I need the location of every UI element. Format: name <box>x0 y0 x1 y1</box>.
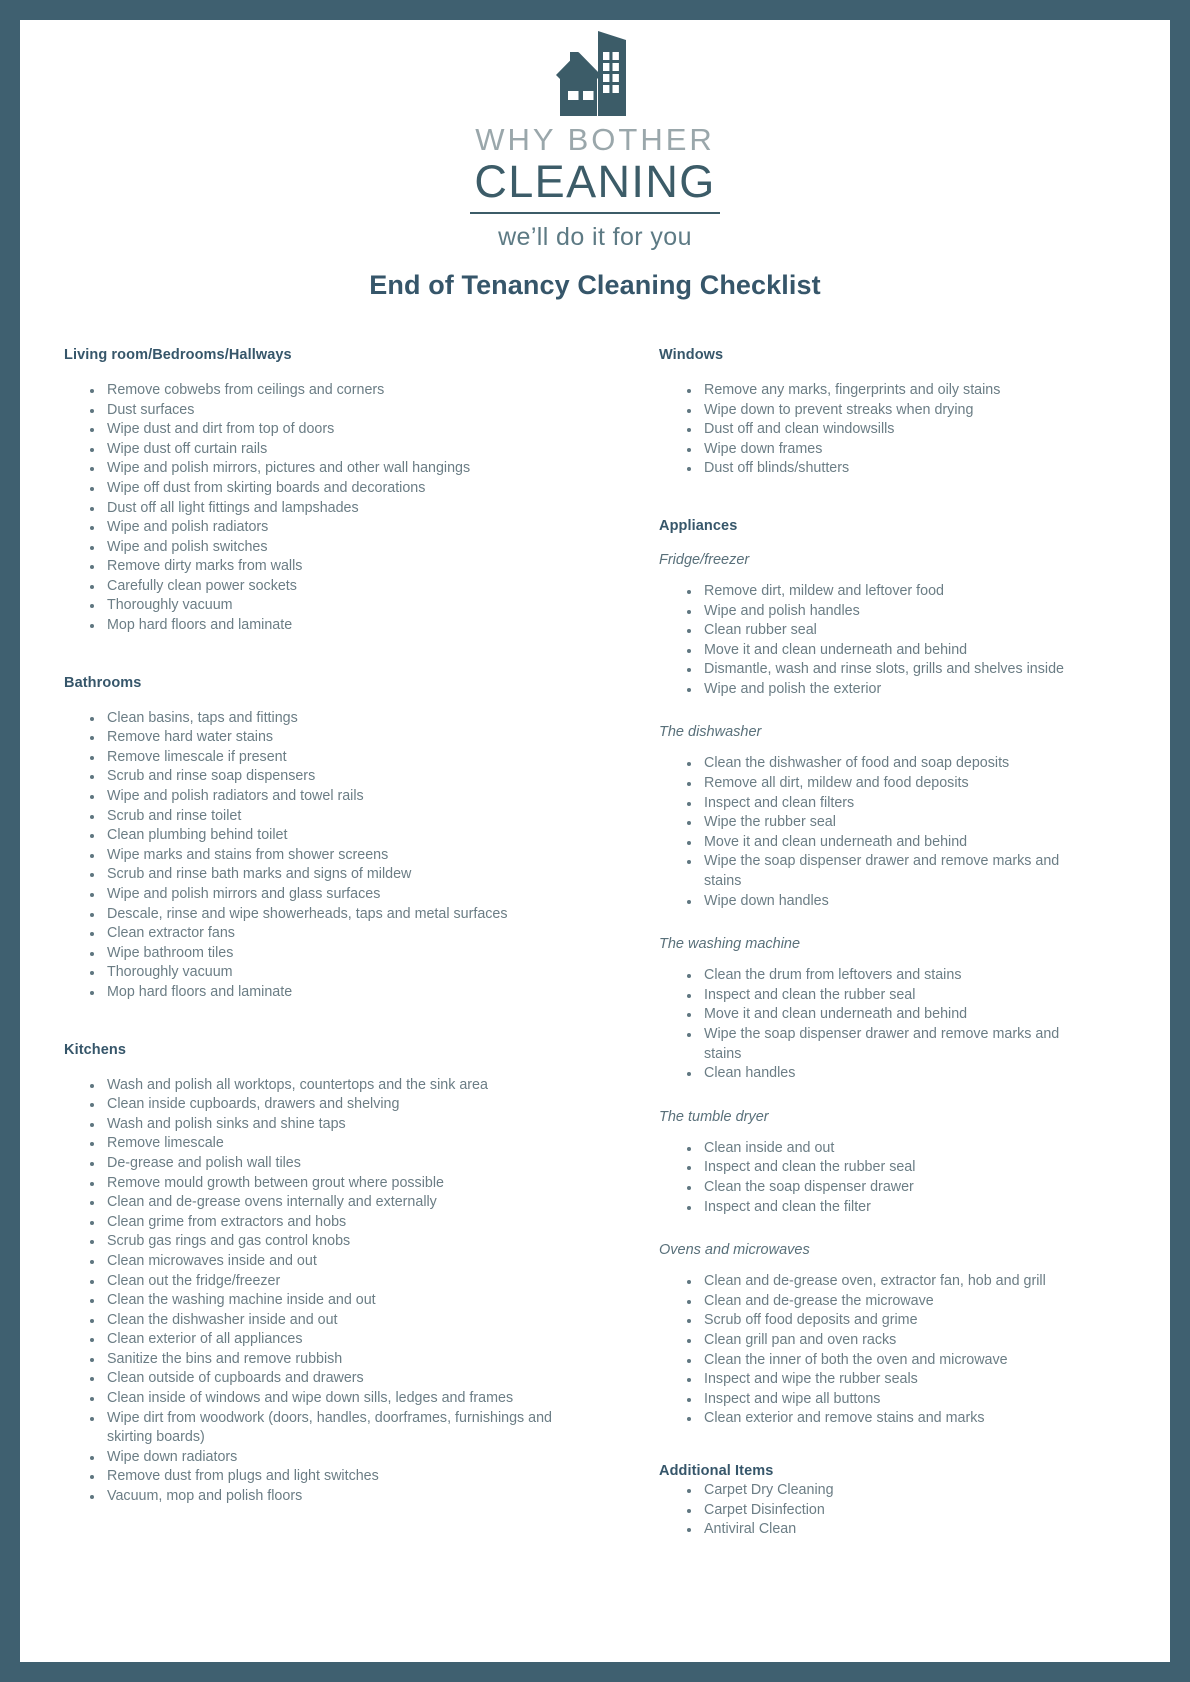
section-windows <box>659 347 1097 479</box>
list-item: Wipe and polish switches <box>86 538 569 558</box>
list-item: Remove any marks, fingerprints and oily stains <box>683 381 1097 401</box>
section-additional-items <box>659 1463 1097 1540</box>
list-item: Descale, rinse and wipe showerheads, taps and metal surfaces <box>86 905 569 925</box>
list-item: Wipe and polish radiators and towel rails <box>86 787 569 807</box>
list-item: Carpet Disinfection <box>683 1501 1097 1521</box>
list-item: Clean inside of windows and wipe down sills, ledges and frames <box>86 1389 569 1409</box>
list-item: Remove limescale if present <box>86 748 569 768</box>
list-item: Antiviral Clean <box>683 1520 1097 1540</box>
list-item: Clean grime from extractors and hobs <box>86 1213 569 1233</box>
logo-text-cleaning: CLEANING <box>470 157 719 214</box>
left-column <box>64 347 569 1507</box>
section-kitchens <box>64 1042 569 1507</box>
subsection-heading-fridge-freezer: Fridge/freezer <box>659 551 750 568</box>
list-item: Scrub and rinse soap dispensers <box>86 767 569 787</box>
list-item: Wipe down radiators <box>86 1448 569 1468</box>
list-item: Clean the inner of both the oven and microwave <box>683 1351 1097 1371</box>
checklist-columns <box>20 347 1170 1540</box>
list-item: Clean the dishwasher of food and soap deposits <box>683 754 1097 774</box>
list-item: Clean and de-grease ovens internally and externally <box>86 1193 569 1213</box>
section-appliances <box>659 518 1097 1429</box>
list-item: Dust off all light fittings and lampshades <box>86 499 569 519</box>
list-item: Wipe dirt from woodwork (doors, handles, doorframes, furnishings and skirting boards) <box>86 1409 569 1448</box>
list-item: Wipe down handles <box>683 892 1097 912</box>
checklist-fridge-freezer <box>683 582 1097 700</box>
list-item: Clean and de-grease the microwave <box>683 1292 1097 1312</box>
list-item: Wipe the soap dispenser drawer and remove marks and stains <box>683 1025 1097 1064</box>
list-item: Clean the dishwasher inside and out <box>86 1311 569 1331</box>
list-item: Dust surfaces <box>86 401 569 421</box>
list-item: Inspect and clean the rubber seal <box>683 986 1097 1006</box>
list-item: Wipe marks and stains from shower screens <box>86 846 569 866</box>
list-item: Wipe down to prevent streaks when drying <box>683 401 1097 421</box>
subsection-heading-washing-machine: The washing machine <box>659 936 801 953</box>
list-item: Clean grill pan and oven racks <box>683 1331 1097 1351</box>
subsection-heading-ovens-microwaves: Ovens and microwaves <box>659 1242 810 1259</box>
checklist-dishwasher <box>683 754 1097 911</box>
list-item: Thoroughly vacuum <box>86 596 569 616</box>
brand-logo <box>20 20 1170 252</box>
checklist-additional-items <box>683 1481 1097 1540</box>
list-item: Wipe and polish radiators <box>86 518 569 538</box>
list-item: Clean basins, taps and fittings <box>86 709 569 729</box>
list-item: Remove mould growth between grout where possible <box>86 1174 569 1194</box>
list-item: Sanitize the bins and remove rubbish <box>86 1350 569 1370</box>
list-item: Wipe down frames <box>683 440 1097 460</box>
section-living-room <box>64 347 569 636</box>
list-item: Remove dirt, mildew and leftover food <box>683 582 1097 602</box>
section-heading: Bathrooms <box>64 674 142 691</box>
list-item: Remove limescale <box>86 1134 569 1154</box>
list-item: Inspect and wipe all buttons <box>683 1390 1097 1410</box>
list-item: Clean exterior of all appliances <box>86 1330 569 1350</box>
section-heading: Kitchens <box>64 1041 127 1058</box>
list-item: Wipe off dust from skirting boards and decorations <box>86 479 569 499</box>
list-item: Clean handles <box>683 1064 1097 1084</box>
document-page <box>20 20 1170 1662</box>
checklist-ovens-microwaves <box>683 1272 1097 1429</box>
checklist-tumble-dryer <box>683 1139 1097 1217</box>
list-item: Clean the washing machine inside and out <box>86 1291 569 1311</box>
section-heading: Appliances <box>659 517 738 534</box>
list-item: Wipe and polish mirrors and glass surfaces <box>86 885 569 905</box>
list-item: Dust off and clean windowsills <box>683 420 1097 440</box>
list-item: Remove dirty marks from walls <box>86 557 569 577</box>
list-item: Move it and clean underneath and behind <box>683 1005 1097 1025</box>
list-item: Clean out the fridge/freezer <box>86 1272 569 1292</box>
list-item: Wipe and polish handles <box>683 602 1097 622</box>
list-item: De-grease and polish wall tiles <box>86 1154 569 1174</box>
list-item: Clean the drum from leftovers and stains <box>683 966 1097 986</box>
list-item: Dust off blinds/shutters <box>683 459 1097 479</box>
list-item: Wash and polish all worktops, countertops and the sink area <box>86 1076 569 1096</box>
list-item: Carefully clean power sockets <box>86 577 569 597</box>
list-item: Mop hard floors and laminate <box>86 983 569 1003</box>
section-heading: Windows <box>659 346 724 363</box>
list-item: Scrub off food deposits and grime <box>683 1311 1097 1331</box>
list-item: Clean microwaves inside and out <box>86 1252 569 1272</box>
list-item: Vacuum, mop and polish floors <box>86 1487 569 1507</box>
list-item: Inspect and clean filters <box>683 794 1097 814</box>
list-item: Inspect and clean the filter <box>683 1198 1097 1218</box>
house-and-building-icon <box>540 28 650 116</box>
list-item: Wipe and polish mirrors, pictures and other wall hangings <box>86 459 569 479</box>
list-item: Scrub and rinse bath marks and signs of mildew <box>86 865 569 885</box>
list-item: Clean the soap dispenser drawer <box>683 1178 1097 1198</box>
list-item: Clean and de-grease oven, extractor fan, hob and grill <box>683 1272 1097 1292</box>
logo-tagline: we’ll do it for you <box>498 222 692 251</box>
list-item: Clean rubber seal <box>683 621 1097 641</box>
list-item: Wipe bathroom tiles <box>86 944 569 964</box>
list-item: Remove cobwebs from ceilings and corners <box>86 381 569 401</box>
list-item: Clean inside and out <box>683 1139 1097 1159</box>
list-item: Wipe dust and dirt from top of doors <box>86 420 569 440</box>
checklist-living-room <box>86 381 569 636</box>
checklist-washing-machine <box>683 966 1097 1084</box>
list-item: Clean plumbing behind toilet <box>86 826 569 846</box>
list-item: Remove dust from plugs and light switches <box>86 1467 569 1487</box>
section-heading: Living room/Bedrooms/Hallways <box>64 346 292 363</box>
subsection-heading-tumble-dryer: The tumble dryer <box>659 1108 769 1125</box>
list-item: Inspect and clean the rubber seal <box>683 1158 1097 1178</box>
list-item: Clean inside cupboards, drawers and shelving <box>86 1095 569 1115</box>
list-item: Move it and clean underneath and behind <box>683 641 1097 661</box>
list-item: Dismantle, wash and rinse slots, grills and shelves inside <box>683 660 1097 680</box>
list-item: Remove hard water stains <box>86 728 569 748</box>
section-bathrooms <box>64 675 569 1003</box>
list-item: Scrub and rinse toilet <box>86 807 569 827</box>
checklist-windows <box>683 381 1097 479</box>
list-item: Wipe dust off curtain rails <box>86 440 569 460</box>
section-heading: Additional Items <box>659 1462 774 1479</box>
list-item: Clean exterior and remove stains and marks <box>683 1409 1097 1429</box>
right-column <box>627 347 1097 1540</box>
list-item: Clean extractor fans <box>86 924 569 944</box>
list-item: Thoroughly vacuum <box>86 963 569 983</box>
list-item: Wipe the rubber seal <box>683 813 1097 833</box>
list-item: Wipe and polish the exterior <box>683 680 1097 700</box>
list-item: Move it and clean underneath and behind <box>683 833 1097 853</box>
checklist-kitchens <box>86 1076 569 1507</box>
list-item: Wipe the soap dispenser drawer and remove marks and stains <box>683 852 1097 891</box>
subsection-heading-dishwasher: The dishwasher <box>659 724 762 741</box>
checklist-bathrooms <box>86 709 569 1003</box>
page-title: End of Tenancy Cleaning Checklist <box>369 269 821 300</box>
list-item: Scrub gas rings and gas control knobs <box>86 1232 569 1252</box>
list-item: Remove all dirt, mildew and food deposits <box>683 774 1097 794</box>
logo-text-why-bother: WHY BOTHER <box>475 122 715 157</box>
list-item: Inspect and wipe the rubber seals <box>683 1370 1097 1390</box>
list-item: Clean outside of cupboards and drawers <box>86 1369 569 1389</box>
list-item: Wash and polish sinks and shine taps <box>86 1115 569 1135</box>
list-item: Mop hard floors and laminate <box>86 616 569 636</box>
list-item: Carpet Dry Cleaning <box>683 1481 1097 1501</box>
